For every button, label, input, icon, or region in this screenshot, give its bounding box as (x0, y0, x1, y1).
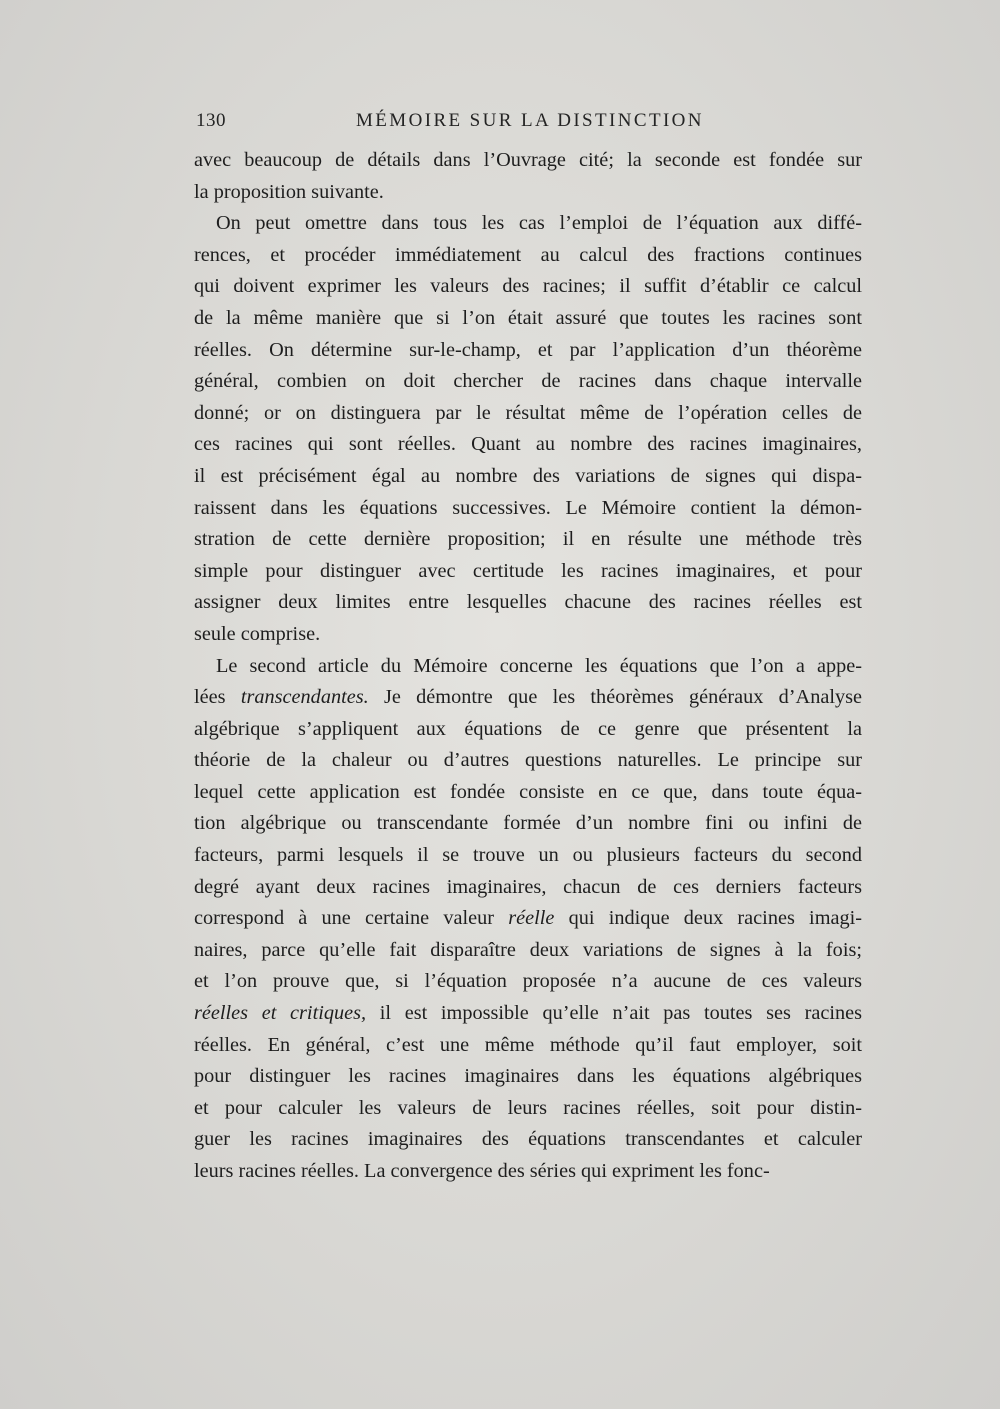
paragraph (194, 651, 862, 1188)
text-line: seule comprise. (194, 622, 321, 645)
text-line: correspond à une certaine valeur réelle qui indique deux racines imagi- (194, 907, 862, 930)
text-line: assigner deux limites entre lesquelles chacune des racines réelles est (194, 591, 862, 614)
text-line: réelles. En général, c’est une même méthode qu’il faut employer, soit (194, 1033, 862, 1056)
running-title: MÉMOIRE SUR LA DISTINCTION (356, 110, 704, 131)
text-line: pour distinguer les racines imaginaires dans les équations algébriques (194, 1065, 862, 1088)
text-line: algébrique s’appliquent aux équations de ce genre que présentent la (194, 717, 862, 740)
text-line: la proposition suivante. (194, 180, 384, 203)
text-line: lequel cette application est fondée consiste en ce que, dans toute équa- (194, 780, 862, 803)
italic-text: réelles et critiques, (194, 1002, 367, 1025)
paragraph (194, 208, 862, 650)
text-line: et l’on prouve que, si l’équation proposée n’a aucune de ces valeurs (194, 970, 862, 993)
text-line: tion algébrique ou transcendante formée d’un nombre fini ou infini de (194, 812, 862, 835)
text-line: général, combien on doit chercher de racines dans chaque intervalle (194, 370, 862, 393)
text-line: réelles et critiques, il est impossible qu’elle n’ait pas toutes ses racines (194, 1002, 862, 1025)
text-line: On peut omettre dans tous les cas l’emploi de l’équation aux diffé- (216, 212, 862, 235)
text-line: facteurs, parmi lesquels il se trouve un ou plusieurs facteurs du second (194, 844, 862, 867)
text-line: lées transcendantes. Je démontre que les théorèmes généraux d’Analyse (194, 686, 862, 709)
text-line: rences, et procéder immédiatement au calcul des fractions continues (194, 243, 862, 266)
body-text (194, 145, 862, 1188)
text-line: et pour calculer les valeurs de leurs racines réelles, soit pour distin- (194, 1096, 862, 1119)
text-line: de la même manière que si l’on était assuré que toutes les racines sont (194, 306, 862, 329)
text-line: donné; or on distinguera par le résultat même de l’opération celles de (194, 401, 862, 424)
text-line: théorie de la chaleur ou d’autres questions naturelles. Le principe sur (194, 749, 862, 772)
italic-text: transcendantes. (240, 686, 369, 709)
italic-text: réelle (508, 907, 555, 930)
text-line: guer les racines imaginaires des équations transcendantes et calculer (194, 1128, 862, 1151)
text-line: il est précisément égal au nombre des variations de signes qui dispa- (194, 464, 862, 487)
page-number: 130 (196, 110, 226, 131)
running-header (196, 110, 866, 138)
text-line: stration de cette dernière proposition; il en résulte une méthode très (194, 528, 862, 551)
text-line: naires, parce qu’elle fait disparaître deux variations de signes à la fois; (194, 938, 862, 961)
text-line: qui doivent exprimer les valeurs des racines; il suffit d’établir ce calcul (194, 275, 862, 298)
text-line: simple pour distinguer avec certitude les racines imaginaires, et pour (194, 559, 862, 582)
text-line: raissent dans les équations successives. Le Mémoire contient la démon- (194, 496, 862, 519)
text-line: degré ayant deux racines imaginaires, chacun de ces derniers facteurs (194, 875, 862, 898)
text-line: avec beaucoup de détails dans l’Ouvrage cité; la seconde est fondée sur (194, 149, 862, 171)
text-line: leurs racines réelles. La convergence des séries qui expriment les fonc- (194, 1160, 770, 1182)
text-line: ces racines qui sont réelles. Quant au nombre des racines imaginaires, (194, 433, 862, 456)
text-line: Le second article du Mémoire concerne les équations que l’on a appe- (216, 654, 862, 677)
text-line: réelles. On détermine sur-le-champ, et par l’application d’un théorème (194, 338, 862, 361)
paragraph (194, 145, 862, 208)
